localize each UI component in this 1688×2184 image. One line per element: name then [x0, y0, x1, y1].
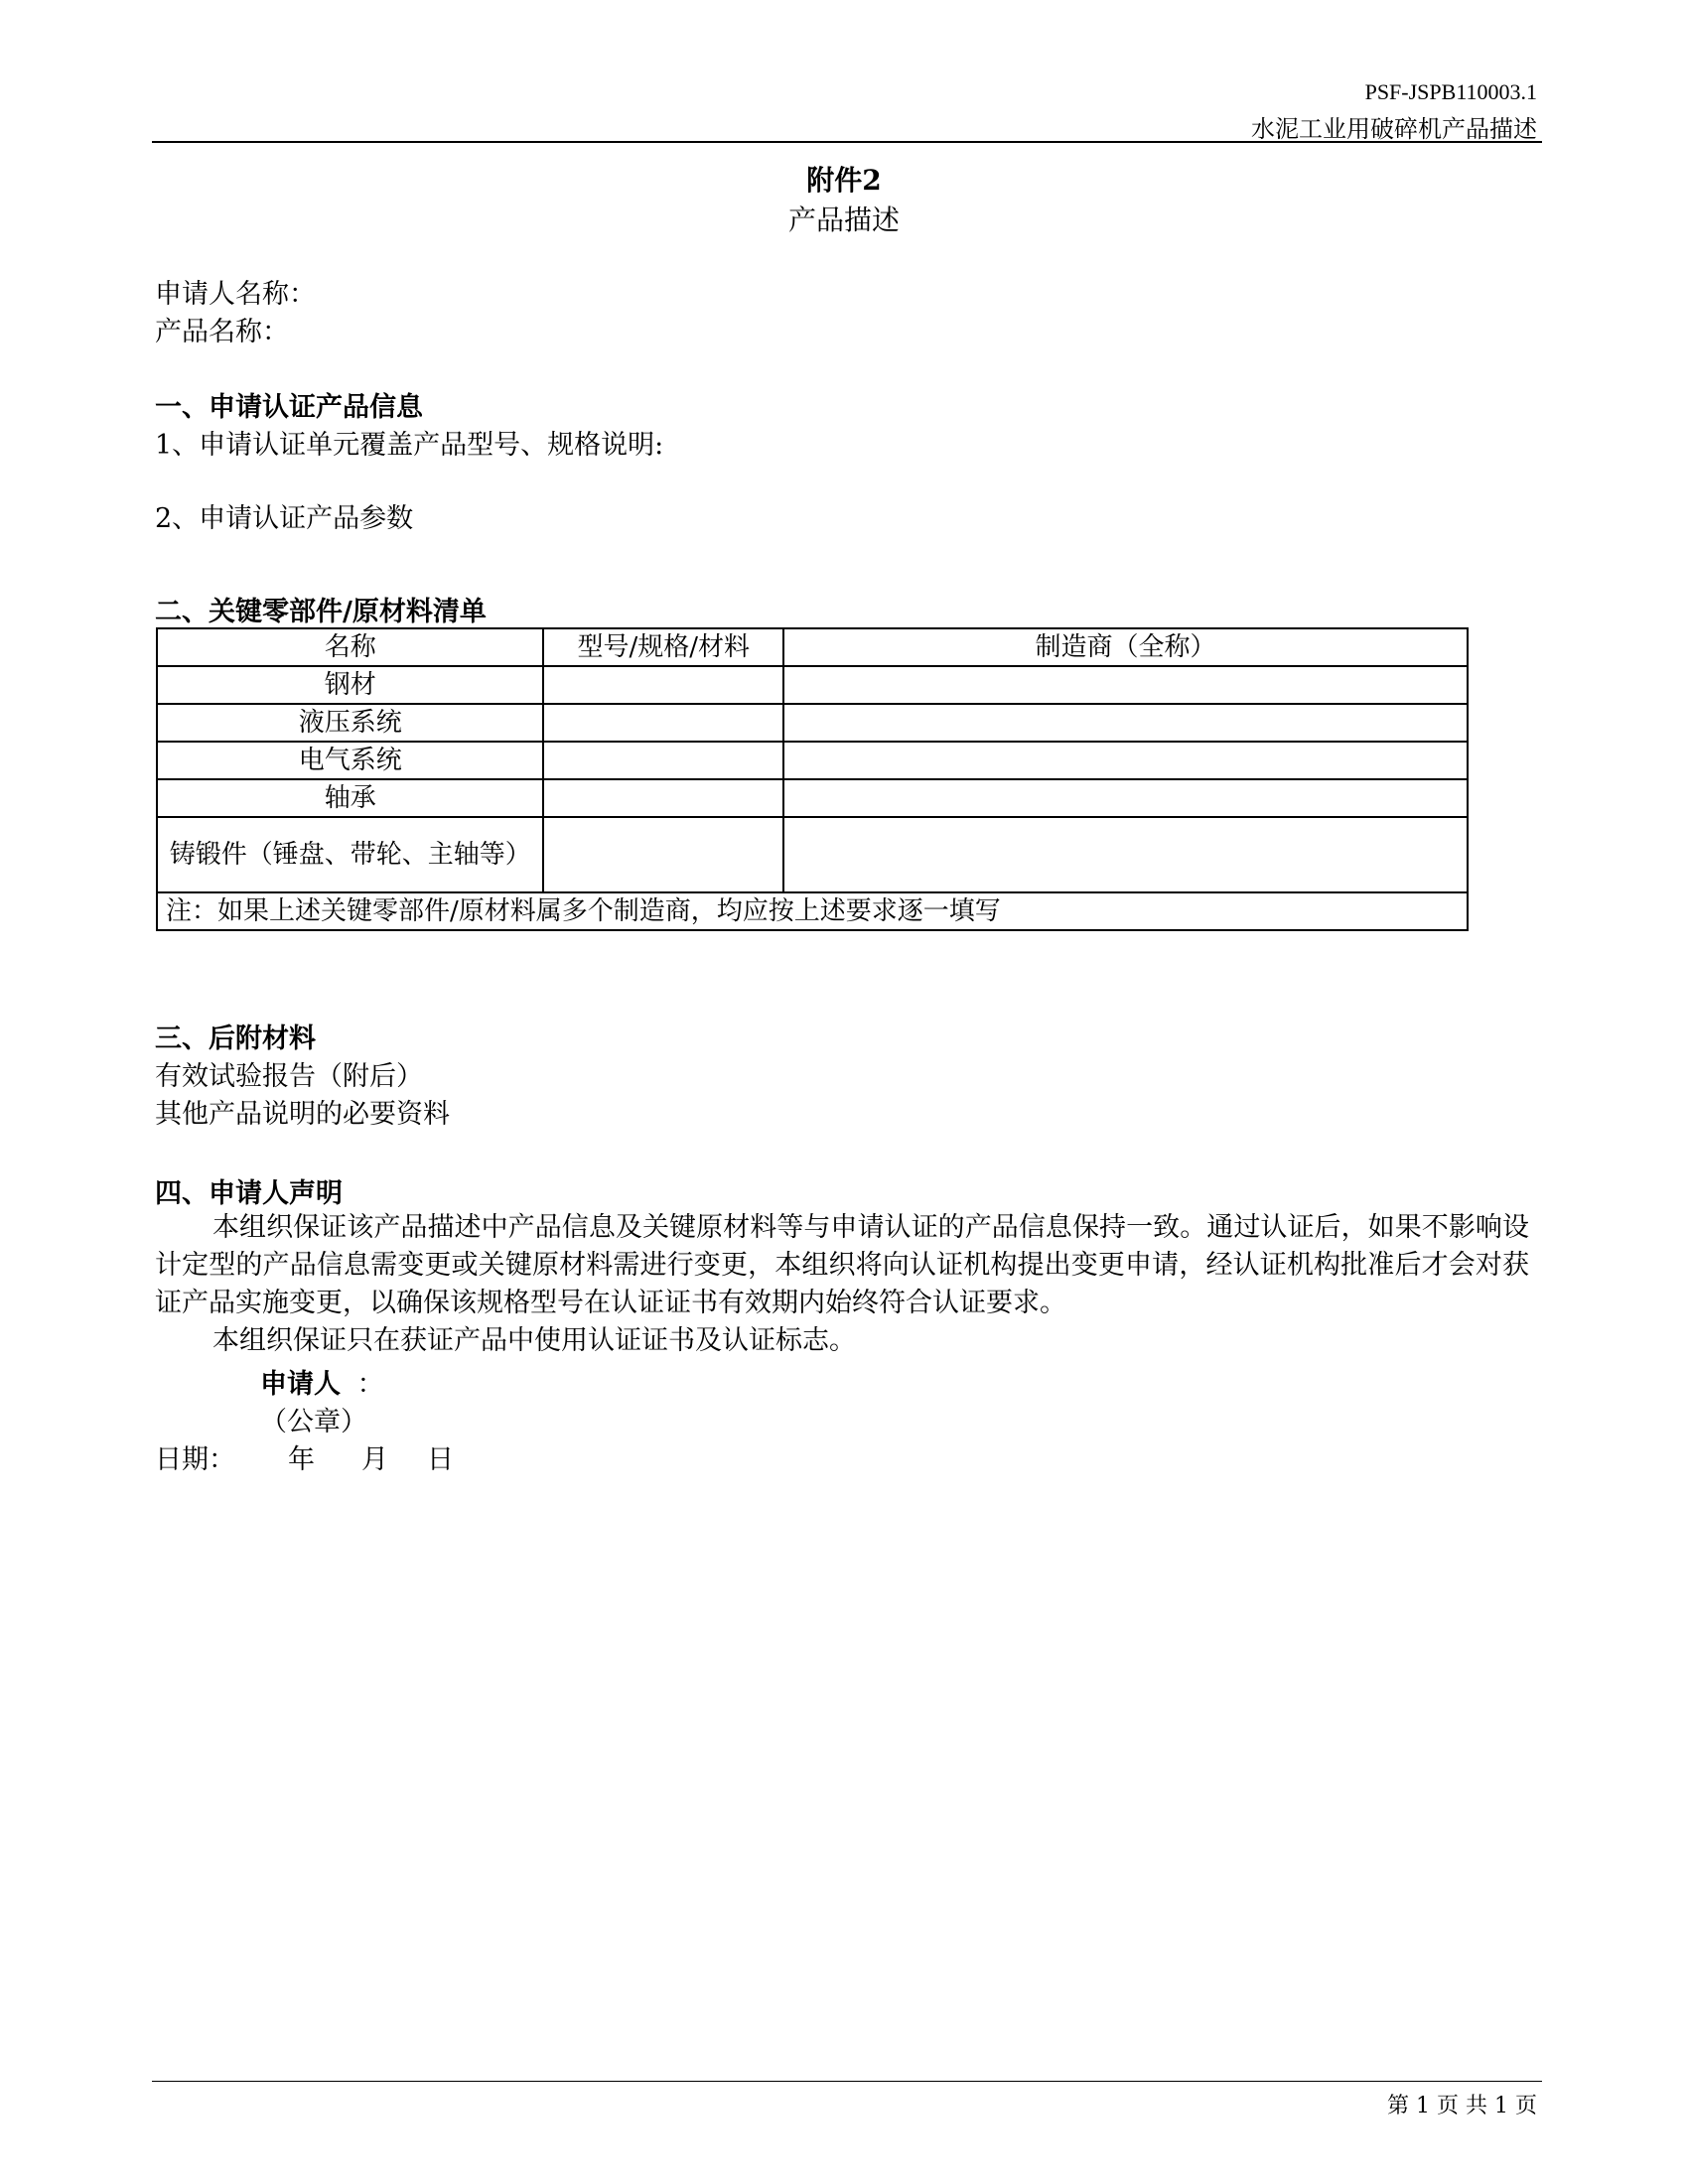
footer-divider [152, 2081, 1542, 2082]
table-row [157, 817, 1468, 892]
document-subtitle: 产品描述 [787, 204, 900, 236]
section1-item2: 2、申请认证产品参数 [155, 503, 414, 534]
table-row [157, 704, 1468, 742]
applicant-colon: ： [356, 1369, 384, 1400]
declaration-mark-usage: 本组织保证只在获证产品中使用认证证书及认证标志。 [212, 1325, 856, 1356]
applicant-label: 申请人 [260, 1369, 341, 1400]
section4-heading: 四、申请人声明 [155, 1178, 343, 1209]
date-label: 日期： [155, 1444, 235, 1475]
month-label: 月 [361, 1444, 388, 1475]
row-manufacturer-cell[interactable] [783, 704, 1468, 742]
seal-label: （公章） [260, 1407, 367, 1437]
row-manufacturer-cell[interactable] [783, 742, 1468, 779]
row-name-cell: 铸锻件（锤盘、带轮、主轴等） [157, 817, 543, 892]
document-code: PSF-JSPB110003.1 [1364, 79, 1537, 104]
row-spec-cell[interactable] [543, 779, 783, 817]
column-header-manufacturer: 制造商（全称） [783, 628, 1468, 666]
section1-heading: 一、申请认证产品信息 [155, 392, 423, 423]
table-header-row [157, 628, 1468, 666]
row-manufacturer-cell[interactable] [783, 779, 1468, 817]
table-note: 注：如果上述关键零部件/原材料属多个制造商，均应按上述要求逐一填写 [157, 892, 1468, 930]
column-header-name: 名称 [157, 628, 543, 666]
row-spec-cell[interactable] [543, 666, 783, 704]
document-header-title: 水泥工业用破碎机产品描述 [1251, 115, 1537, 143]
parts-table [156, 627, 1469, 931]
table-row [157, 742, 1468, 779]
row-name-cell: 电气系统 [157, 742, 543, 779]
table-note-row [157, 892, 1468, 930]
year-label: 年 [288, 1444, 315, 1475]
row-name-cell: 液压系统 [157, 704, 543, 742]
table-row [157, 779, 1468, 817]
column-header-spec: 型号/规格/材料 [543, 628, 783, 666]
attachment-item: 有效试验报告（附后） [155, 1061, 423, 1092]
row-manufacturer-cell[interactable] [783, 817, 1468, 892]
table-row [157, 666, 1468, 704]
applicant-signature-line [260, 1362, 384, 1401]
row-manufacturer-cell[interactable] [783, 666, 1468, 704]
section1-item1: 1、申请认证单元覆盖产品型号、规格说明: [155, 430, 664, 461]
row-spec-cell[interactable] [543, 817, 783, 892]
section2-heading: 二、关键零部件/原材料清单 [155, 597, 487, 627]
row-name-cell: 钢材 [157, 666, 543, 704]
day-label: 日 [427, 1444, 454, 1475]
header-divider [152, 141, 1542, 143]
row-spec-cell[interactable] [543, 742, 783, 779]
attachment-item: 其他产品说明的必要资料 [155, 1099, 450, 1130]
row-spec-cell[interactable] [543, 704, 783, 742]
declaration-paragraph: 本组织保证该产品描述中产品信息及关键原材料等与申请认证的产品信息保持一致。通过认证后，如果不影响设计定型的产品信息需变更或关键原材料需进行变更，本组织将向认证机构提出变更申请，经认证机构批准后才会对获证产品实施变更，以确保该规格型号在认证证书有效期内始终符合认证要求。 [155, 1212, 1529, 1318]
page-number: 第 1 页 共 1 页 [1387, 2094, 1537, 2118]
section3-heading: 三、后附材料 [155, 1024, 316, 1054]
row-name-cell: 轴承 [157, 779, 543, 817]
product-name-label: 产品名称： [155, 317, 289, 347]
applicant-name-label: 申请人名称： [155, 279, 316, 310]
attachment-title: 附件2 [806, 164, 882, 197]
